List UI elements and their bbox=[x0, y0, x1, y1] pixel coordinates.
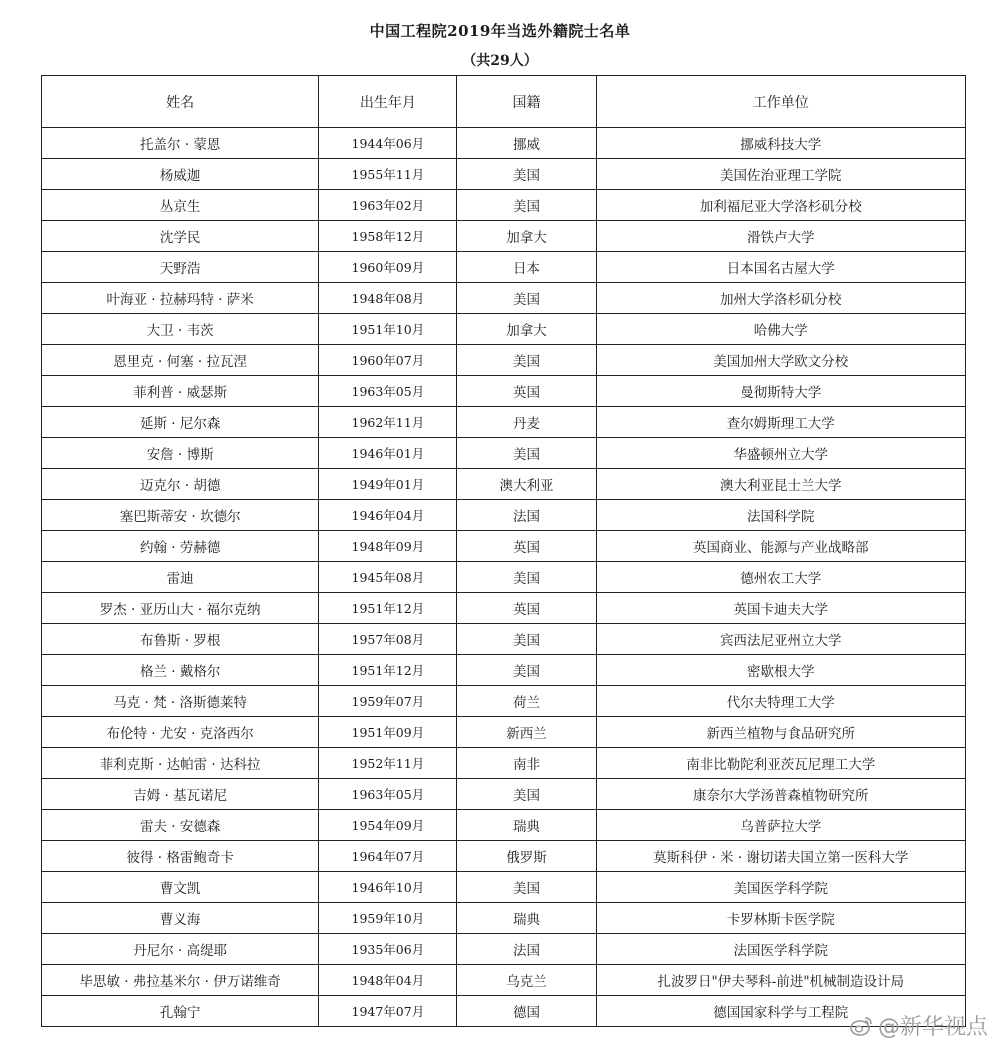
cell-name: 杨威迦 bbox=[42, 159, 319, 190]
page-subtitle: （共29人） bbox=[462, 53, 538, 69]
cell-organization: 英国商业、能源与产业战略部 bbox=[596, 531, 965, 562]
cell-name: 菲利普 · 威瑟斯 bbox=[42, 376, 319, 407]
column-header-name: 姓名 bbox=[42, 76, 319, 128]
cell-nationality: 日本 bbox=[457, 252, 596, 283]
cell-organization: 曼彻斯特大学 bbox=[596, 376, 965, 407]
cell-nationality: 俄罗斯 bbox=[457, 841, 596, 872]
table-row bbox=[42, 159, 966, 190]
cell-name: 大卫 · 韦茨 bbox=[42, 314, 319, 345]
cell-name: 格兰 · 戴格尔 bbox=[42, 655, 319, 686]
cell-birth: 1955年11月 bbox=[319, 159, 457, 190]
cell-nationality: 美国 bbox=[457, 624, 596, 655]
cell-name: 托盖尔 · 蒙恩 bbox=[42, 128, 319, 159]
cell-name: 恩里克 · 何塞 · 拉瓦涅 bbox=[42, 345, 319, 376]
cell-organization: 宾西法尼亚州立大学 bbox=[596, 624, 965, 655]
cell-name: 吉姆 · 基瓦诺尼 bbox=[42, 779, 319, 810]
cell-name: 延斯 · 尼尔森 bbox=[42, 407, 319, 438]
cell-organization: 查尔姆斯理工大学 bbox=[596, 407, 965, 438]
watermark bbox=[850, 1010, 988, 1041]
cell-name: 雷夫 · 安德森 bbox=[42, 810, 319, 841]
cell-nationality: 德国 bbox=[457, 996, 596, 1027]
cell-organization: 德州农工大学 bbox=[596, 562, 965, 593]
cell-organization: 代尔夫特理工大学 bbox=[596, 686, 965, 717]
cell-name: 迈克尔 · 胡德 bbox=[42, 469, 319, 500]
cell-birth: 1946年01月 bbox=[319, 438, 457, 469]
cell-nationality: 加拿大 bbox=[457, 221, 596, 252]
cell-name: 丹尼尔 · 高缇耶 bbox=[42, 934, 319, 965]
cell-birth: 1948年09月 bbox=[319, 531, 457, 562]
table-row bbox=[42, 748, 966, 779]
cell-nationality: 丹麦 bbox=[457, 407, 596, 438]
cell-nationality: 美国 bbox=[457, 438, 596, 469]
cell-organization: 加利福尼亚大学洛杉矶分校 bbox=[596, 190, 965, 221]
cell-organization: 新西兰植物与食品研究所 bbox=[596, 717, 965, 748]
cell-name: 曹义海 bbox=[42, 903, 319, 934]
cell-nationality: 英国 bbox=[457, 593, 596, 624]
cell-birth: 1947年07月 bbox=[319, 996, 457, 1027]
cell-birth: 1951年12月 bbox=[319, 655, 457, 686]
cell-birth: 1951年10月 bbox=[319, 314, 457, 345]
cell-organization: 密歇根大学 bbox=[596, 655, 965, 686]
cell-name: 安詹 · 博斯 bbox=[42, 438, 319, 469]
cell-organization: 滑铁卢大学 bbox=[596, 221, 965, 252]
cell-nationality: 美国 bbox=[457, 655, 596, 686]
cell-nationality: 瑞典 bbox=[457, 810, 596, 841]
cell-nationality: 英国 bbox=[457, 531, 596, 562]
cell-organization: 法国医学科学院 bbox=[596, 934, 965, 965]
cell-birth: 1946年10月 bbox=[319, 872, 457, 903]
cell-organization: 英国卡迪夫大学 bbox=[596, 593, 965, 624]
table-row bbox=[42, 314, 966, 345]
academicians-table bbox=[41, 75, 966, 1027]
page-title: 中国工程院2019年当选外籍院士名单 bbox=[369, 22, 631, 40]
table-row bbox=[42, 283, 966, 314]
cell-name: 沈学民 bbox=[42, 221, 319, 252]
cell-birth: 1935年06月 bbox=[319, 934, 457, 965]
cell-name: 塞巴斯蒂安 · 坎德尔 bbox=[42, 500, 319, 531]
cell-organization: 乌普萨拉大学 bbox=[596, 810, 965, 841]
cell-nationality: 法国 bbox=[457, 934, 596, 965]
cell-name: 叶海亚 · 拉赫玛特 · 萨米 bbox=[42, 283, 319, 314]
cell-organization: 扎波罗日"伊夫琴科-前进"机械制造设计局 bbox=[596, 965, 965, 996]
cell-birth: 1944年06月 bbox=[319, 128, 457, 159]
cell-organization: 康奈尔大学汤普森植物研究所 bbox=[596, 779, 965, 810]
cell-organization: 美国佐治亚理工学院 bbox=[596, 159, 965, 190]
cell-organization: 莫斯科伊 · 米 · 谢切诺夫国立第一医科大学 bbox=[596, 841, 965, 872]
table-header-row bbox=[42, 76, 966, 128]
cell-name: 约翰 · 劳赫德 bbox=[42, 531, 319, 562]
cell-organization: 法国科学院 bbox=[596, 500, 965, 531]
cell-name: 雷迪 bbox=[42, 562, 319, 593]
cell-organization: 澳大利亚昆士兰大学 bbox=[596, 469, 965, 500]
table-row bbox=[42, 345, 966, 376]
cell-nationality: 美国 bbox=[457, 345, 596, 376]
table-row bbox=[42, 965, 966, 996]
cell-name: 丛京生 bbox=[42, 190, 319, 221]
table-row bbox=[42, 221, 966, 252]
cell-organization: 德国国家科学与工程院 bbox=[596, 996, 965, 1027]
cell-nationality: 英国 bbox=[457, 376, 596, 407]
cell-birth: 1963年02月 bbox=[319, 190, 457, 221]
cell-birth: 1948年04月 bbox=[319, 965, 457, 996]
cell-name: 彼得 · 格雷鲍奇卡 bbox=[42, 841, 319, 872]
table-row bbox=[42, 903, 966, 934]
table-row bbox=[42, 841, 966, 872]
table-row bbox=[42, 686, 966, 717]
cell-birth: 1954年09月 bbox=[319, 810, 457, 841]
cell-organization: 加州大学洛杉矶分校 bbox=[596, 283, 965, 314]
cell-name: 毕思敏 · 弗拉基米尔 · 伊万诺维奇 bbox=[42, 965, 319, 996]
cell-nationality: 澳大利亚 bbox=[457, 469, 596, 500]
table-row bbox=[42, 655, 966, 686]
table-row bbox=[42, 190, 966, 221]
cell-birth: 1960年07月 bbox=[319, 345, 457, 376]
cell-birth: 1952年11月 bbox=[319, 748, 457, 779]
table-row bbox=[42, 469, 966, 500]
table-row bbox=[42, 376, 966, 407]
cell-organization: 卡罗林斯卡医学院 bbox=[596, 903, 965, 934]
cell-name: 马克 · 梵 · 洛斯德莱特 bbox=[42, 686, 319, 717]
table-row bbox=[42, 717, 966, 748]
cell-nationality: 瑞典 bbox=[457, 903, 596, 934]
table-row bbox=[42, 500, 966, 531]
column-header-organization: 工作单位 bbox=[596, 76, 965, 128]
cell-birth: 1960年09月 bbox=[319, 252, 457, 283]
cell-name: 天野浩 bbox=[42, 252, 319, 283]
cell-name: 孔翰宁 bbox=[42, 996, 319, 1027]
table-row bbox=[42, 810, 966, 841]
cell-nationality: 美国 bbox=[457, 283, 596, 314]
cell-nationality: 美国 bbox=[457, 159, 596, 190]
cell-organization: 哈佛大学 bbox=[596, 314, 965, 345]
cell-name: 布伦特 · 尤安 · 克洛西尔 bbox=[42, 717, 319, 748]
table-row bbox=[42, 128, 966, 159]
table-row bbox=[42, 779, 966, 810]
cell-birth: 1951年09月 bbox=[319, 717, 457, 748]
cell-birth: 1945年08月 bbox=[319, 562, 457, 593]
cell-birth: 1959年07月 bbox=[319, 686, 457, 717]
cell-birth: 1951年12月 bbox=[319, 593, 457, 624]
cell-name: 菲利克斯 · 达帕雷 · 达科拉 bbox=[42, 748, 319, 779]
cell-birth: 1959年10月 bbox=[319, 903, 457, 934]
cell-nationality: 南非 bbox=[457, 748, 596, 779]
watermark-text: @新华视点 bbox=[877, 1015, 988, 1040]
cell-birth: 1957年08月 bbox=[319, 624, 457, 655]
table-row bbox=[42, 996, 966, 1027]
cell-nationality: 荷兰 bbox=[457, 686, 596, 717]
cell-name: 罗杰 · 亚历山大 · 福尔克纳 bbox=[42, 593, 319, 624]
cell-birth: 1948年08月 bbox=[319, 283, 457, 314]
cell-organization: 日本国名古屋大学 bbox=[596, 252, 965, 283]
cell-organization: 美国医学科学院 bbox=[596, 872, 965, 903]
table-row bbox=[42, 934, 966, 965]
cell-organization: 华盛顿州立大学 bbox=[596, 438, 965, 469]
cell-nationality: 新西兰 bbox=[457, 717, 596, 748]
table-row bbox=[42, 624, 966, 655]
cell-birth: 1958年12月 bbox=[319, 221, 457, 252]
cell-organization: 南非比勒陀利亚茨瓦尼理工大学 bbox=[596, 748, 965, 779]
cell-nationality: 美国 bbox=[457, 872, 596, 903]
weibo-icon bbox=[850, 1015, 874, 1037]
table-row bbox=[42, 407, 966, 438]
cell-nationality: 美国 bbox=[457, 190, 596, 221]
table-row bbox=[42, 872, 966, 903]
cell-nationality: 乌克兰 bbox=[457, 965, 596, 996]
table-row bbox=[42, 593, 966, 624]
cell-organization: 美国加州大学欧文分校 bbox=[596, 345, 965, 376]
cell-nationality: 美国 bbox=[457, 562, 596, 593]
column-header-birth: 出生年月 bbox=[319, 76, 457, 128]
cell-organization: 挪威科技大学 bbox=[596, 128, 965, 159]
cell-nationality: 加拿大 bbox=[457, 314, 596, 345]
cell-name: 曹文凯 bbox=[42, 872, 319, 903]
cell-birth: 1964年07月 bbox=[319, 841, 457, 872]
cell-birth: 1946年04月 bbox=[319, 500, 457, 531]
cell-birth: 1963年05月 bbox=[319, 779, 457, 810]
cell-nationality: 挪威 bbox=[457, 128, 596, 159]
cell-name: 布鲁斯 · 罗根 bbox=[42, 624, 319, 655]
cell-birth: 1962年11月 bbox=[319, 407, 457, 438]
cell-birth: 1949年01月 bbox=[319, 469, 457, 500]
cell-nationality: 法国 bbox=[457, 500, 596, 531]
table-row bbox=[42, 438, 966, 469]
cell-birth: 1963年05月 bbox=[319, 376, 457, 407]
table-row bbox=[42, 252, 966, 283]
table-row bbox=[42, 531, 966, 562]
cell-nationality: 美国 bbox=[457, 779, 596, 810]
column-header-nationality: 国籍 bbox=[457, 76, 596, 128]
table-row bbox=[42, 562, 966, 593]
